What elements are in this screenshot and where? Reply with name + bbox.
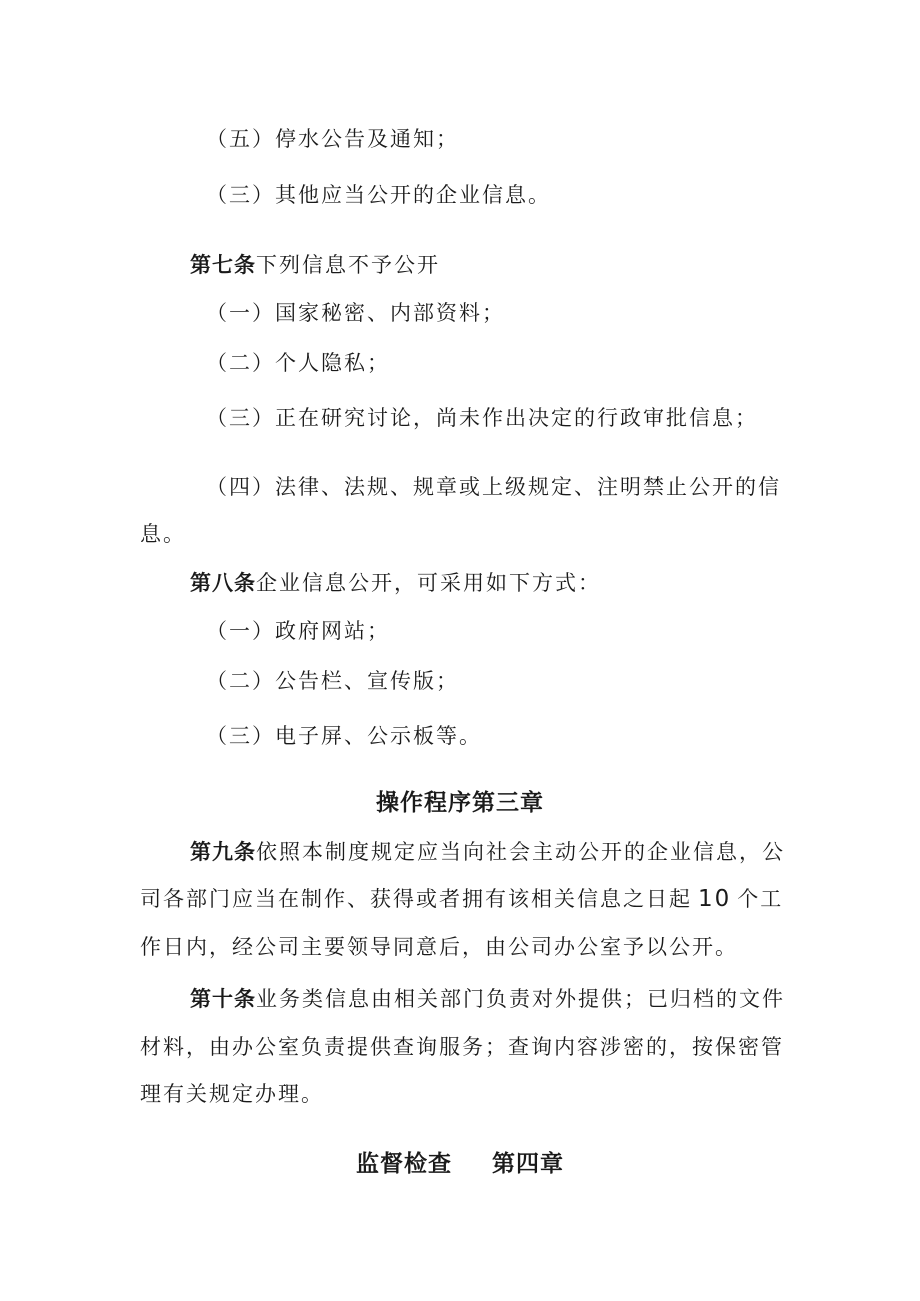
article-heading: 第九条 [190,840,256,864]
list-item: （一）政府网站； [206,619,390,643]
article-9-line-3: 作日内，经公司主要领导同意后，由公司办公室予以公开。 [140,935,738,959]
article-10-line-2: 材料，由办公室负责提供查询服务；查询内容涉密的，按保密管 [140,1035,784,1059]
chapter-heading: 操作程序第三章 [376,790,544,816]
article-9-line-2 [140,885,783,913]
list-item: （三）其他应当公开的企业信息。 [206,183,551,207]
article-9 [190,838,785,866]
article-text: 企业信息公开，可采用如下方式： [256,571,601,595]
chapter-title: 监督检查 [356,1151,452,1177]
article-7 [190,251,440,279]
article-heading: 第七条 [190,253,256,277]
article-heading: 第十条 [190,987,256,1011]
chapter-number: 第四章 [492,1151,564,1177]
list-item: （三）电子屏、公示板等。 [206,724,482,748]
article-heading: 第八条 [190,571,256,595]
list-item: （五）停水公告及通知； [206,127,459,151]
list-item: （二）个人隐私； [206,351,390,375]
chapter-heading [0,1149,920,1179]
article-10 [190,985,785,1013]
list-item: （一）国家秘密、内部资料； [206,301,505,325]
article-text: 下列信息不予公开 [256,253,440,277]
article-text: 司各部门应当在制作、获得或者拥有该相关信息之日起 [140,887,692,911]
article-text: 业务类信息由相关部门负责对外提供；已归档的文件 [256,987,785,1011]
list-item: （三）正在研究讨论，尚未作出决定的行政审批信息； [206,406,758,430]
article-text: 依照本制度规定应当向社会主动公开的企业信息，公 [256,840,785,864]
list-item-continuation: 息。 [140,522,186,546]
article-text: 个工 [737,887,784,911]
article-10-line-3: 理有关规定办理。 [140,1082,324,1106]
article-8 [190,569,601,597]
list-item: （四）法律、法规、规章或上级规定、注明禁止公开的信 [206,475,781,499]
article-number: 10 [698,886,732,912]
list-item: （二）公告栏、宣传版； [206,669,459,693]
